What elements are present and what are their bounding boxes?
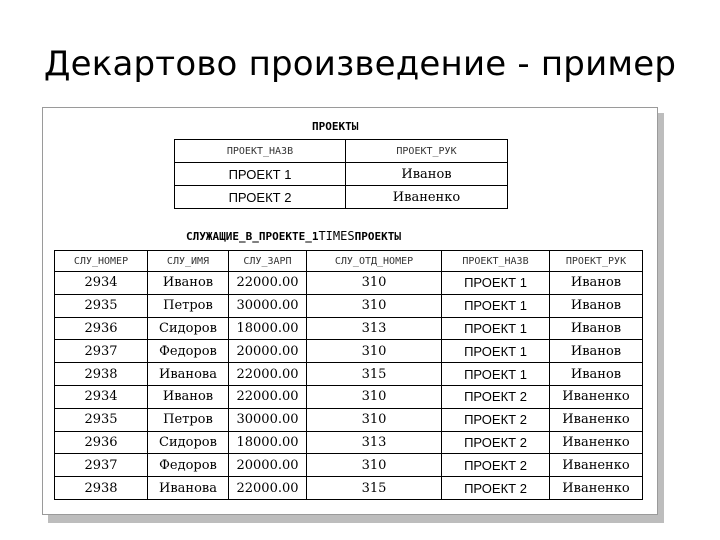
projects-caption: ПРОЕКТЫ bbox=[312, 120, 359, 133]
table-row bbox=[55, 294, 643, 317]
table-cell: 22000.00 bbox=[229, 363, 307, 386]
table-cell: 315 bbox=[307, 477, 442, 500]
table-cell: 22000.00 bbox=[229, 477, 307, 500]
table-cell: Федоров bbox=[148, 454, 229, 477]
table-cell: Иваненко bbox=[550, 408, 643, 431]
table-cell: 310 bbox=[307, 454, 442, 477]
product-caption-left: СЛУЖАЩИЕ_В_ПРОЕКТЕ_1 bbox=[186, 230, 319, 243]
table-cell: 18000.00 bbox=[229, 431, 307, 454]
column-header: ПРОЕКТ_РУК bbox=[346, 140, 508, 163]
table-cell: Иванов bbox=[550, 363, 643, 386]
table-cell: 310 bbox=[307, 272, 442, 295]
table-cell: ПРОЕКТ 1 bbox=[175, 163, 346, 186]
table-cell: 315 bbox=[307, 363, 442, 386]
table-cell: ПРОЕКТ 1 bbox=[442, 294, 550, 317]
table-cell: Иванов bbox=[346, 163, 508, 186]
table-cell: Федоров bbox=[148, 340, 229, 363]
table-cell: Иванов bbox=[550, 317, 643, 340]
table-cell: ПРОЕКТ 1 bbox=[442, 317, 550, 340]
table-cell: 2935 bbox=[55, 408, 148, 431]
table-cell: ПРОЕКТ 1 bbox=[442, 340, 550, 363]
table-cell: 30000.00 bbox=[229, 294, 307, 317]
product-table bbox=[54, 250, 643, 500]
table-cell: 22000.00 bbox=[229, 272, 307, 295]
table-cell: 2937 bbox=[55, 454, 148, 477]
table-cell: 30000.00 bbox=[229, 408, 307, 431]
column-header: СЛУ_ОТД_НОМЕР bbox=[307, 251, 442, 272]
slide-title: Декартово произведение - пример bbox=[43, 44, 677, 84]
table-cell: Петров bbox=[148, 294, 229, 317]
table-row bbox=[55, 408, 643, 431]
column-header: ПРОЕКТ_РУК bbox=[550, 251, 643, 272]
table-cell: Иваненко bbox=[346, 186, 508, 209]
table-cell: Иванова bbox=[148, 477, 229, 500]
column-header: ПРОЕКТ_НАЗВ bbox=[175, 140, 346, 163]
table-row bbox=[55, 272, 643, 295]
table-cell: 313 bbox=[307, 317, 442, 340]
projects-table bbox=[174, 139, 508, 209]
table-cell: Иваненко bbox=[550, 477, 643, 500]
table-cell: 2936 bbox=[55, 317, 148, 340]
table-cell: 20000.00 bbox=[229, 340, 307, 363]
table-cell: 2934 bbox=[55, 272, 148, 295]
product-caption-operator: TIMES bbox=[318, 229, 355, 243]
table-cell: 2937 bbox=[55, 340, 148, 363]
table-cell: ПРОЕКТ 2 bbox=[175, 186, 346, 209]
table-cell: 20000.00 bbox=[229, 454, 307, 477]
table-cell: Иваненко bbox=[550, 454, 643, 477]
table-cell: Иванов bbox=[148, 272, 229, 295]
column-header: СЛУ_НОМЕР bbox=[55, 251, 148, 272]
product-header-row bbox=[55, 251, 643, 272]
table-cell: 2935 bbox=[55, 294, 148, 317]
product-caption bbox=[186, 229, 401, 243]
table-cell: Иваненко bbox=[550, 385, 643, 408]
projects-header-row bbox=[175, 140, 508, 163]
table-row bbox=[55, 317, 643, 340]
table-cell: ПРОЕКТ 2 bbox=[442, 454, 550, 477]
column-header: СЛУ_ИМЯ bbox=[148, 251, 229, 272]
table-cell: 310 bbox=[307, 408, 442, 431]
table-cell: 22000.00 bbox=[229, 385, 307, 408]
table-cell: Сидоров bbox=[148, 317, 229, 340]
table-cell: Иванов bbox=[550, 294, 643, 317]
table-row bbox=[175, 186, 508, 209]
table-cell: ПРОЕКТ 1 bbox=[442, 272, 550, 295]
table-row bbox=[55, 385, 643, 408]
column-header: ПРОЕКТ_НАЗВ bbox=[442, 251, 550, 272]
table-cell: Иваненко bbox=[550, 431, 643, 454]
table-row bbox=[55, 363, 643, 386]
table-cell: ПРОЕКТ 2 bbox=[442, 408, 550, 431]
product-table-body bbox=[55, 272, 643, 500]
table-cell: 2936 bbox=[55, 431, 148, 454]
product-caption-right: ПРОЕКТЫ bbox=[354, 230, 401, 243]
table-cell: ПРОЕКТ 2 bbox=[442, 385, 550, 408]
table-cell: Сидоров bbox=[148, 431, 229, 454]
table-cell: 18000.00 bbox=[229, 317, 307, 340]
table-row bbox=[175, 163, 508, 186]
table-cell: ПРОЕКТ 2 bbox=[442, 477, 550, 500]
table-cell: Петров bbox=[148, 408, 229, 431]
table-row bbox=[55, 454, 643, 477]
table-cell: Иванов bbox=[148, 385, 229, 408]
table-cell: Иванов bbox=[550, 272, 643, 295]
table-cell: 310 bbox=[307, 340, 442, 363]
table-cell: 2938 bbox=[55, 363, 148, 386]
table-cell: ПРОЕКТ 2 bbox=[442, 431, 550, 454]
table-cell: 2938 bbox=[55, 477, 148, 500]
table-cell: Иванова bbox=[148, 363, 229, 386]
table-cell: Иванов bbox=[550, 340, 643, 363]
table-row bbox=[55, 431, 643, 454]
table-row bbox=[55, 340, 643, 363]
table-cell: 313 bbox=[307, 431, 442, 454]
table-cell: 310 bbox=[307, 385, 442, 408]
column-header: СЛУ_ЗАРП bbox=[229, 251, 307, 272]
table-cell: ПРОЕКТ 1 bbox=[442, 363, 550, 386]
table-row bbox=[55, 477, 643, 500]
table-cell: 2934 bbox=[55, 385, 148, 408]
table-cell: 310 bbox=[307, 294, 442, 317]
